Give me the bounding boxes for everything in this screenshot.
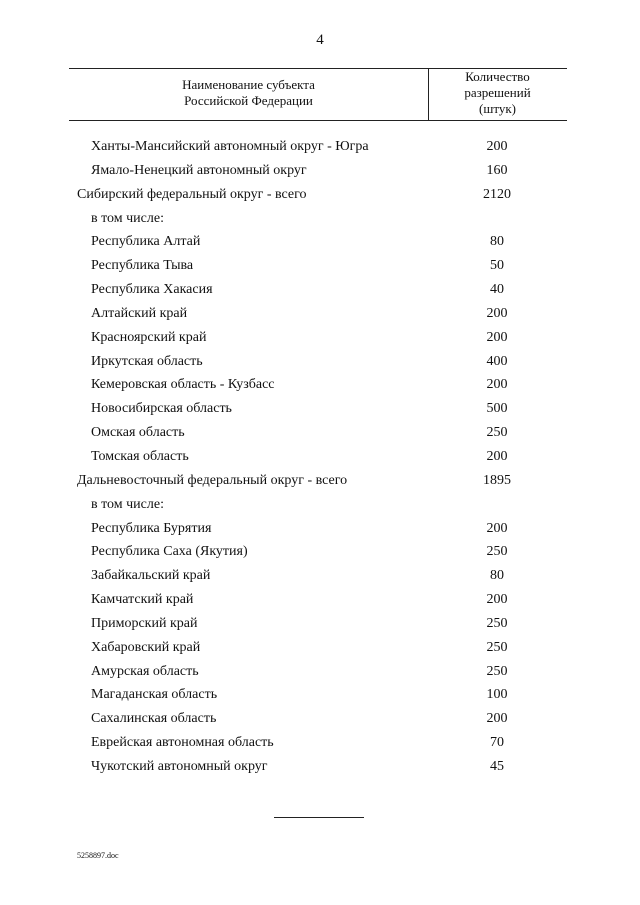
table-row — [0, 755, 640, 779]
row-count: 400 — [486, 353, 508, 369]
row-name: Ханты-Мансийский автономный округ - Югра — [91, 139, 369, 154]
end-of-document-line — [274, 817, 364, 818]
row-name: Дальневосточный федеральный округ - всего — [77, 472, 348, 488]
row-name: Еврейская автономная область — [91, 735, 274, 751]
row-count: 200 — [486, 520, 508, 536]
row-name: Забайкальский край — [91, 568, 211, 584]
table-row — [0, 707, 640, 731]
row-name: Томская область — [91, 448, 189, 464]
row-name: Амурская область — [91, 663, 199, 679]
row-name: Алтайский край — [91, 305, 188, 321]
row-name: Омская область — [91, 425, 185, 441]
row-count: 250 — [486, 639, 508, 655]
row-count: 200 — [486, 377, 508, 393]
column-header-count — [428, 69, 567, 117]
page-number: 4 — [316, 32, 324, 48]
table-row — [0, 421, 640, 445]
table-row — [0, 564, 640, 588]
column-header-count-line: (штук) — [479, 101, 516, 116]
table-body — [0, 135, 640, 779]
table-row — [0, 350, 640, 374]
table-row — [0, 135, 640, 159]
table-row — [0, 254, 640, 278]
row-count: 250 — [486, 425, 508, 441]
table-row — [0, 445, 640, 469]
table-row — [0, 731, 640, 755]
row-name: в том числе: — [91, 496, 164, 512]
row-name: Сахалинская область — [91, 711, 217, 727]
table-row — [0, 517, 640, 541]
row-name: Республика Алтай — [91, 234, 201, 250]
table-row — [0, 397, 640, 421]
row-count: 40 — [490, 282, 504, 298]
row-count: 200 — [486, 305, 508, 321]
table-row — [0, 493, 640, 517]
table-row — [0, 207, 640, 231]
table-header-bottom-rule — [69, 120, 567, 121]
row-name: Кемеровская область - Кузбасс — [91, 377, 275, 393]
table-row — [0, 540, 640, 564]
row-name: Хабаровский край — [91, 639, 201, 655]
row-count: 100 — [486, 687, 508, 703]
column-header-name-line: Российской Федерации — [184, 93, 313, 108]
table-row — [0, 326, 640, 350]
table-row — [0, 588, 640, 612]
table-row — [0, 159, 640, 183]
table-row — [0, 636, 640, 660]
column-header-count-line: разрешений — [464, 85, 531, 100]
row-count: 250 — [486, 615, 508, 631]
row-name: Республика Хакасия — [91, 282, 213, 298]
column-header-name-line: Наименование субъекта — [182, 77, 315, 92]
table-row — [0, 373, 640, 397]
row-name: Магаданская область — [91, 687, 218, 703]
table-row — [0, 278, 640, 302]
row-count: 500 — [486, 401, 508, 417]
row-count: 80 — [490, 234, 504, 250]
row-name: Чукотский автономный округ — [91, 758, 268, 774]
table-row-group — [0, 469, 640, 493]
row-count: 200 — [486, 329, 508, 345]
row-name: Камчатский край — [91, 592, 194, 608]
row-count: 200 — [486, 592, 508, 608]
row-count: 45 — [490, 758, 504, 774]
row-name: в том числе: — [91, 210, 164, 226]
row-count: 200 — [486, 139, 508, 154]
row-name: Иркутская область — [91, 353, 203, 369]
document-reference: 5258897.doc — [77, 851, 119, 860]
row-count: 200 — [486, 448, 508, 464]
table-row-group — [0, 183, 640, 207]
column-header-count-line: Количество — [465, 69, 530, 84]
row-name: Республика Саха (Якутия) — [91, 544, 248, 560]
row-count: 250 — [486, 544, 508, 560]
row-name: Приморский край — [91, 615, 198, 631]
row-name: Красноярский край — [91, 329, 207, 345]
table-row — [0, 612, 640, 636]
table-row — [0, 302, 640, 326]
row-name: Ямало-Ненецкий автономный округ — [91, 162, 307, 178]
row-count: 70 — [490, 735, 504, 751]
row-count: 160 — [486, 162, 508, 178]
row-count: 2120 — [483, 186, 511, 202]
row-count: 80 — [490, 568, 504, 584]
row-count: 250 — [486, 663, 508, 679]
row-name: Республика Тыва — [91, 258, 194, 274]
table-row — [0, 683, 640, 707]
table-row — [0, 230, 640, 254]
row-count: 50 — [490, 258, 504, 274]
row-name: Республика Бурятия — [91, 520, 212, 536]
row-name: Сибирский федеральный округ - всего — [77, 186, 307, 202]
row-name: Новосибирская область — [91, 401, 232, 417]
column-header-name — [69, 77, 428, 109]
row-count: 200 — [486, 711, 508, 727]
table-row — [0, 660, 640, 684]
row-count: 1895 — [483, 472, 511, 488]
